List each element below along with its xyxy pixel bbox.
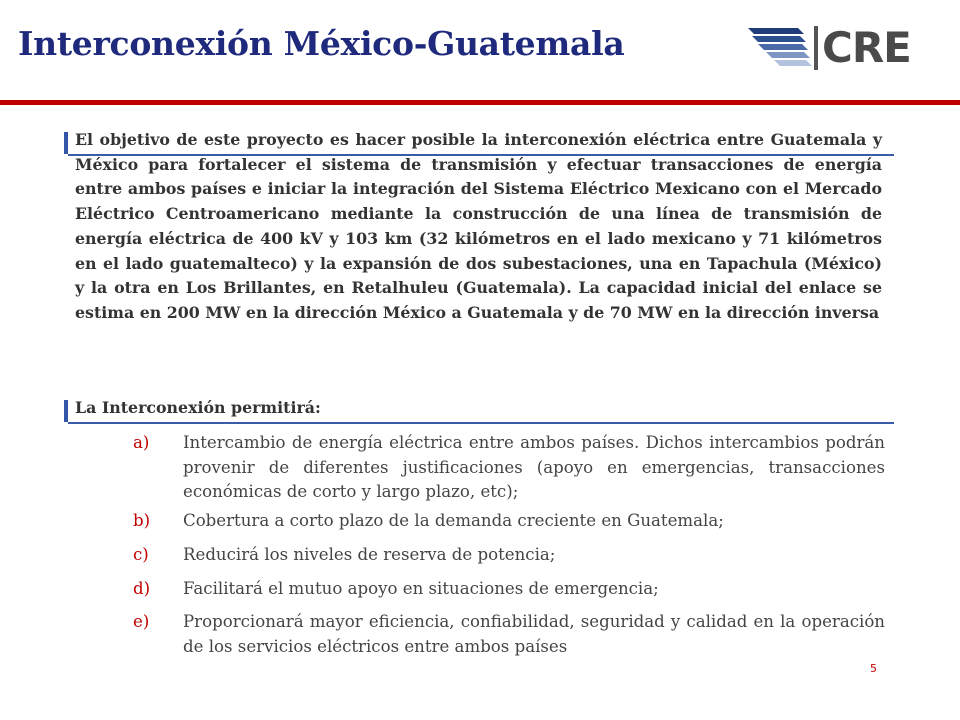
- cre-logo-text: CRE: [822, 23, 911, 72]
- list-item-text: Reducirá los niveles de reserva de potencia;: [183, 545, 556, 564]
- list-item: [133, 577, 885, 610]
- list-item: [133, 610, 885, 662]
- list-item: [133, 431, 885, 509]
- paragraph-accent-bar: [64, 132, 68, 154]
- intro-paragraph: El objetivo de este proyecto es hacer posible la interconexión eléctrica entre Guatemala y México para fortalecer el sistema de transmisión y efectuar transacciones de energía entre ambos países e iniciar la integración del Sistema Eléctrico Mexicano con el Mercado Eléctrico Centroamericano mediante la construcción de una línea de transmisión de energía eléctrica de 400 kV y 103 km (32 kilómetros en el lado mexicano y 71 kilómetros en el lado guatemalteco) y la expansión de dos subestaciones, una en Tapachula (México) y la otra en Los Brillantes, en Retalhuleu (Guatemala). La capacidad inicial del enlace se estima en 200 MW en la dirección México a Guatemala y de 70 MW en la dirección inversa: [75, 130, 882, 322]
- list-item-text: Intercambio de energía eléctrica entre ambos países. Dichos intercambios podrán provenir de diferentes justificaciones (apoyo en emergencias, transacciones económicas de corto y largo plazo, etc);: [183, 433, 885, 502]
- list-item: [133, 509, 885, 543]
- page-number: 5: [870, 662, 877, 675]
- header-divider: [0, 100, 960, 105]
- list-item-text: Facilitará el mutuo apoyo en situaciones de emergencia;: [183, 579, 659, 598]
- list-item: [133, 543, 885, 577]
- subheading-accent-bar: [64, 400, 68, 422]
- list-item-letter: e): [133, 612, 150, 631]
- list-item-letter: d): [133, 579, 151, 598]
- subheading-underline: [68, 422, 894, 424]
- list-item-text: Proporcionará mayor eficiencia, confiabilidad, seguridad y calidad en la operación de los servicios eléctricos entre ambos países: [183, 612, 885, 656]
- list-item-letter: a): [133, 433, 150, 452]
- benefits-list: [133, 431, 885, 662]
- slide-title: Interconexión México-Guatemala: [18, 24, 625, 63]
- list-item-letter: c): [133, 545, 149, 564]
- benefits-heading: La Interconexión permitirá:: [75, 398, 321, 417]
- list-item-letter: b): [133, 511, 151, 530]
- list-item-text: Cobertura a corto plazo de la demanda creciente en Guatemala;: [183, 511, 724, 530]
